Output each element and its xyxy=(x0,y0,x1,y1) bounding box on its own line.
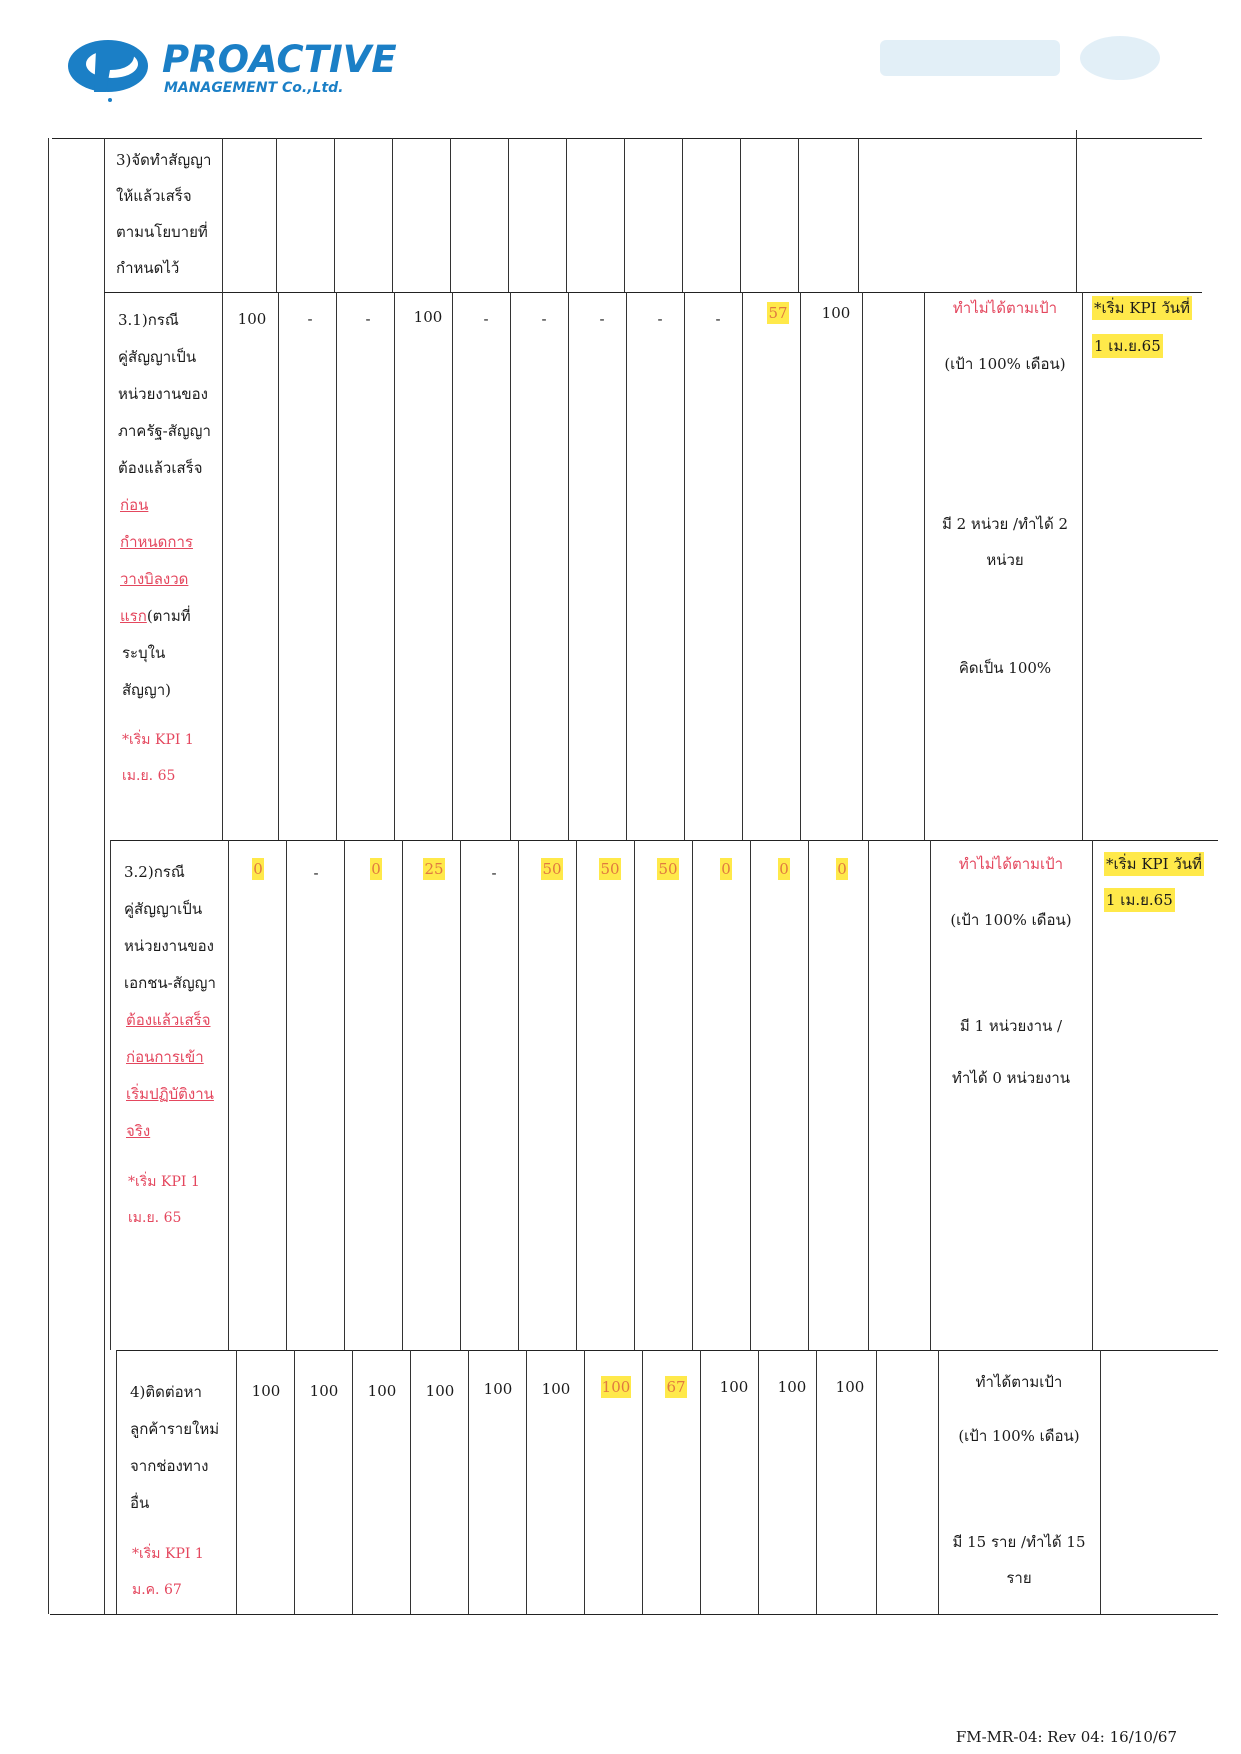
col-line xyxy=(924,292,925,840)
col-line xyxy=(876,1350,877,1614)
col-line xyxy=(740,138,741,292)
month-value: 100 xyxy=(821,304,851,322)
col-line xyxy=(110,840,111,1350)
detail-text: คิดเป็น 100% xyxy=(958,659,1052,677)
label-line: หน่วยงานของ xyxy=(124,937,214,955)
label-line: ให้แล้วเสร็จ xyxy=(116,187,192,205)
month-value: 100 xyxy=(777,1378,807,1396)
label-red-line: วางบิลงวด xyxy=(120,570,189,588)
col-line xyxy=(862,292,863,840)
col-line xyxy=(276,138,277,292)
col-line xyxy=(1076,130,1077,292)
month-value-highlighted xyxy=(590,860,630,878)
month-value: 100 xyxy=(413,308,443,326)
remark-line: 1 เม.ย.65 xyxy=(1104,888,1175,912)
col-line xyxy=(930,840,931,1350)
col-line xyxy=(576,840,577,1350)
col-line xyxy=(808,840,809,1350)
label-line: กำหนดไว้ xyxy=(116,259,180,277)
month-value: 100 xyxy=(237,310,267,328)
month-value-highlighted xyxy=(758,304,798,322)
col-line xyxy=(228,840,229,1350)
highlight-mark: 100 xyxy=(601,1378,631,1396)
detail-text: มี 2 หน่วย /ทำได้ 2 xyxy=(941,515,1069,533)
label-red-line: กำหนดการ xyxy=(120,533,193,551)
highlight-mark: 0 xyxy=(721,860,731,878)
detail-text: ราย xyxy=(1006,1569,1032,1587)
month-value: 100 xyxy=(251,1382,281,1400)
label-mixed-line xyxy=(120,598,191,635)
detail-text: มี 15 ราย /ทำได้ 15 xyxy=(952,1533,1086,1551)
col-line xyxy=(336,292,337,840)
month-value: - xyxy=(365,310,371,328)
month-value: - xyxy=(715,310,721,328)
target-text: (เป้า 100% เดือน) xyxy=(958,1427,1080,1445)
remark-line: 1 เม.ย.65 xyxy=(1092,334,1163,358)
month-value: - xyxy=(313,864,319,882)
col-line xyxy=(508,138,509,292)
label-line: ภาครัฐ-สัญญา xyxy=(118,422,211,440)
label-line: 3.2)กรณี xyxy=(124,863,185,881)
col-line xyxy=(858,138,859,292)
month-value-highlighted xyxy=(648,860,688,878)
month-value: - xyxy=(307,310,313,328)
col-line xyxy=(742,292,743,840)
month-value: 100 xyxy=(835,1378,865,1396)
col-line xyxy=(634,840,635,1350)
label-line: อื่น xyxy=(130,1494,150,1512)
kpi-start-note: *เริ่ม KPI 1 xyxy=(132,1546,204,1562)
col-line xyxy=(222,292,223,840)
col-line xyxy=(624,138,625,292)
label-red-segment: แรก xyxy=(120,607,147,625)
highlight-mark: 0 xyxy=(371,860,381,878)
col-line xyxy=(518,840,519,1350)
highlight-mark: 50 xyxy=(600,860,620,878)
col-line xyxy=(410,1350,411,1614)
month-value-highlighted xyxy=(532,860,572,878)
highlight-mark: 50 xyxy=(658,860,678,878)
kpi-start-note: ม.ค. 67 xyxy=(132,1582,182,1598)
col-line xyxy=(938,1350,939,1614)
detail-text: มี 1 หน่วยงาน / xyxy=(959,1017,1063,1035)
col-line xyxy=(116,1350,117,1614)
month-value-highlighted xyxy=(238,860,278,878)
month-value: - xyxy=(599,310,605,328)
kpi-start-note: เม.ย. 65 xyxy=(128,1210,182,1226)
highlight-mark: 0 xyxy=(837,860,847,878)
col-line xyxy=(294,1350,295,1614)
month-value: 100 xyxy=(483,1380,513,1398)
month-value: 100 xyxy=(541,1380,571,1398)
label-red-line: ก่อนการเข้า xyxy=(126,1048,204,1066)
highlight-mark: 0 xyxy=(253,860,263,878)
col-line xyxy=(798,138,799,292)
logo-line1: PROACTIVE xyxy=(162,38,397,81)
col-line xyxy=(816,1350,817,1614)
col-line xyxy=(286,840,287,1350)
month-value-highlighted xyxy=(656,1378,696,1396)
col-line xyxy=(1100,1350,1101,1614)
month-value: - xyxy=(483,310,489,328)
watermark-logo xyxy=(880,30,1170,90)
col-line xyxy=(468,1350,469,1614)
remark-line: *เริ่ม KPI วันที่ xyxy=(1104,852,1204,876)
month-value: - xyxy=(657,310,663,328)
col-line xyxy=(236,1350,237,1614)
col-line xyxy=(750,840,751,1350)
target-text: (เป้า 100% เดือน) xyxy=(944,355,1066,373)
col-line xyxy=(402,840,403,1350)
label-line: จากช่องทาง xyxy=(130,1457,209,1475)
month-value: 100 xyxy=(719,1378,749,1396)
kpi-start-note: *เริ่ม KPI 1 xyxy=(128,1174,200,1190)
col-line xyxy=(222,138,223,292)
label-line: ต้องแล้วเสร็จ xyxy=(118,459,203,477)
status-text: ทำไม่ได้ตามเป้า xyxy=(952,299,1058,317)
label-line: หน่วยงานของ xyxy=(118,385,208,403)
label-red-line: ต้องแล้วเสร็จ xyxy=(126,1011,211,1029)
highlight-mark: 50 xyxy=(542,860,562,878)
table-bottom-border xyxy=(50,1614,1218,1615)
label-line: ตามนโยบายที่ xyxy=(116,223,208,241)
table-left-border xyxy=(48,138,49,1614)
kpi-start-note: เม.ย. 65 xyxy=(122,768,176,784)
row-divider xyxy=(116,1350,1218,1351)
remark xyxy=(1092,328,1163,364)
target-text: (เป้า 100% เดือน) xyxy=(950,911,1072,929)
col-divider xyxy=(104,138,105,1614)
label-line: ระบุใน xyxy=(122,644,166,662)
label-line: ลูกค้ารายใหม่ xyxy=(130,1420,220,1438)
month-value: 100 xyxy=(367,1382,397,1400)
col-line xyxy=(450,138,451,292)
table-top-border xyxy=(52,138,1202,139)
col-line xyxy=(566,138,567,292)
status-text: ทำได้ตามเป้า xyxy=(975,1373,1063,1391)
kpi-start-note: *เริ่ม KPI 1 xyxy=(122,732,194,748)
col-line xyxy=(868,840,869,1350)
month-value-highlighted xyxy=(596,1378,636,1396)
highlight-mark: 0 xyxy=(779,860,789,878)
logo-emblem-icon xyxy=(66,30,166,102)
col-line xyxy=(334,138,335,292)
row-divider xyxy=(110,840,1218,841)
status-text: ทำไม่ได้ตามเป้า xyxy=(958,855,1064,873)
label-line: 3)จัดทำสัญญา xyxy=(116,151,212,169)
label-line: สัญญา) xyxy=(122,681,171,699)
highlight-mark: 25 xyxy=(424,860,444,878)
month-value: 100 xyxy=(425,1382,455,1400)
label-red-line: ก่อน xyxy=(120,496,149,514)
col-line xyxy=(1082,292,1083,840)
label-line: คู่สัญญาเป็น xyxy=(118,348,197,366)
col-line xyxy=(700,1350,701,1614)
company-logo xyxy=(66,30,397,102)
label-red-line: จริง xyxy=(126,1122,151,1140)
detail-text: ทำได้ 0 หน่วยงาน xyxy=(951,1069,1071,1087)
remark xyxy=(1104,846,1204,882)
col-line xyxy=(1092,840,1093,1350)
month-value-highlighted xyxy=(706,860,746,878)
label-black-segment: (ตามที่ xyxy=(146,607,191,625)
col-line xyxy=(758,1350,759,1614)
month-value: - xyxy=(541,310,547,328)
col-line xyxy=(800,292,801,840)
remark xyxy=(1092,290,1192,326)
col-line xyxy=(642,1350,643,1614)
month-value-highlighted xyxy=(764,860,804,878)
remark-line: *เริ่ม KPI วันที่ xyxy=(1092,296,1192,320)
month-value: - xyxy=(491,864,497,882)
col-line xyxy=(452,292,453,840)
col-line xyxy=(526,1350,527,1614)
col-line xyxy=(510,292,511,840)
col-line xyxy=(278,292,279,840)
col-line xyxy=(584,1350,585,1614)
detail-text: หน่วย xyxy=(986,551,1024,569)
label-line: 3.1)กรณี xyxy=(118,311,179,329)
highlight-mark: 57 xyxy=(768,304,788,322)
logo-line2: MANAGEMENT Co.,Ltd. xyxy=(164,80,344,96)
col-line xyxy=(460,840,461,1350)
col-line xyxy=(682,138,683,292)
label-line: คู่สัญญาเป็น xyxy=(124,900,203,918)
col-line xyxy=(352,1350,353,1614)
remark xyxy=(1104,882,1175,918)
col-line xyxy=(568,292,569,840)
col-line xyxy=(692,840,693,1350)
col-line xyxy=(626,292,627,840)
col-line xyxy=(684,292,685,840)
label-line: เอกชน-สัญญา xyxy=(124,974,216,992)
month-value-highlighted xyxy=(822,860,862,878)
form-code-footer: FM-MR-04: Rev 04: 16/10/67 xyxy=(955,1728,1177,1746)
month-value: 100 xyxy=(309,1382,339,1400)
month-value-highlighted xyxy=(414,860,454,878)
col-line xyxy=(394,292,395,840)
col-line xyxy=(392,138,393,292)
highlight-mark: 67 xyxy=(666,1378,686,1396)
label-red-line: เริ่มปฏิบัติงาน xyxy=(126,1085,214,1103)
label-line: 4)ติดต่อหา xyxy=(130,1383,202,1401)
month-value-highlighted xyxy=(356,860,396,878)
col-line xyxy=(344,840,345,1350)
